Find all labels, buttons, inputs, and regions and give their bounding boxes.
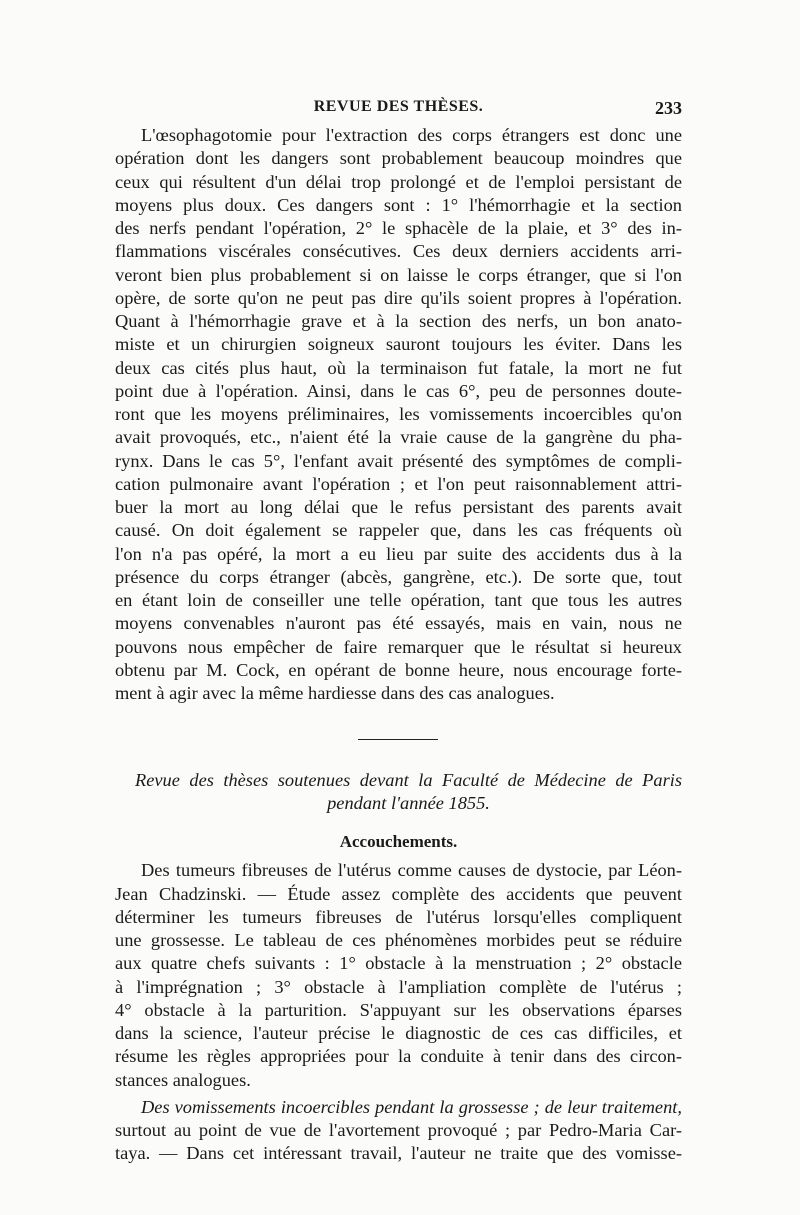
page-body xyxy=(115,124,682,1166)
page-number: 233 xyxy=(655,98,682,118)
text-line: Des tumeurs fibreuses de l'utérus comme causes de dystocie, par Léon- xyxy=(141,860,682,881)
text-line: ront que les moyens préliminaires, les vomissements incoercibles qu'on xyxy=(115,404,682,424)
text-line: deux cas cités plus haut, où la terminaison fut fatale, la mort ne fut xyxy=(115,357,682,378)
text-line: taya. — Dans cet intéressant travail, l'auteur ne traite que des vomisse- xyxy=(115,1143,682,1164)
text-line: stances analogues. xyxy=(115,1069,251,1090)
text-line: une grossesse. Le tableau de ces phénomènes morbides peut se réduire xyxy=(115,930,682,950)
horizontal-rule xyxy=(358,739,438,740)
text-line: aux quatre chefs suivants : 1° obstacle à la menstruation ; 2° obstacle xyxy=(115,953,682,974)
text-line: ceux qui résultent d'un délai trop prolongé et de l'emploi persistant de xyxy=(115,171,682,192)
section-title-line: Revue des thèses soutenues devant la Faculté de Médecine de Paris xyxy=(135,770,682,791)
text-line: résume les règles appropriées pour la conduite à tenir dans des circon- xyxy=(115,1046,682,1067)
section-divider xyxy=(115,705,682,765)
text-line: pouvons nous empêcher de faire remarquer que le résultat si heureux xyxy=(115,636,682,657)
text-line: avait provoqués, etc., n'aient été la vraie cause de la gangrène du pha- xyxy=(115,427,682,448)
paragraph-vomissements xyxy=(115,1096,682,1166)
section-title xyxy=(115,769,682,815)
text-line: point due à l'opération. Ainsi, dans le cas 6°, peu de personnes doute- xyxy=(115,380,682,401)
text-line: buer la mort au long délai que le refus persistant des parents avait xyxy=(115,497,682,517)
text-line: opération dont les dangers sont probablement beaucoup moindres que xyxy=(115,148,682,169)
section-title-line: pendant l'année 1855. xyxy=(327,793,490,814)
text-line: ment à agir avec la même hardiesse dans des cas analogues. xyxy=(115,683,555,703)
text-line: Quant à l'hémorrhagie grave et à la section des nerfs, un bon anato- xyxy=(115,311,682,331)
text-line: flammations viscérales consécutives. Ces deux derniers accidents arri- xyxy=(115,241,682,262)
text-line: cation pulmonaire avant l'opération ; et l'on peut raisonnablement attri- xyxy=(115,473,682,494)
text-line: obtenu par M. Cock, en opérant de bonne heure, nous encourage forte- xyxy=(115,659,682,680)
page-header xyxy=(115,98,682,124)
running-title: REVUE DES THÈSES. xyxy=(313,98,484,115)
text-line: en étant loin de conseiller une telle opération, tant que tous les autres xyxy=(115,590,682,610)
text-line: 4° obstacle à la parturition. S'appuyant sur les observations éparses xyxy=(115,999,682,1020)
text-line: surtout au point de vue de l'avortement provoqué ; par Pedro-Maria Car- xyxy=(115,1120,682,1140)
text-line: moyens convenables n'auront pas été essayés, mais en vain, nous ne xyxy=(115,613,682,634)
text-line: Jean Chadzinski. — Étude assez complète des accidents que peuvent xyxy=(115,883,682,904)
text-line: dans la science, l'auteur précise le diagnostic de ces cas difficiles, et xyxy=(115,1023,682,1043)
text-line: des nerfs pendant l'opération, 2° le sphacèle de la plaie, et 3° des in- xyxy=(115,218,682,238)
text-line: à l'imprégnation ; 3° obstacle à l'ampliation complète de l'utérus ; xyxy=(115,976,682,997)
text-line: causé. On doit également se rappeler que, dans les cas fréquents où xyxy=(115,520,682,541)
text-line: l'on n'a pas opéré, la mort a eu lieu par suite des accidents dus à la xyxy=(115,543,682,564)
text-line: moyens plus doux. Ces dangers sont : 1° l'hémorrhagie et la section xyxy=(115,194,682,215)
text-line: Des vomissements incoercibles pendant la grossesse ; de leur traitement, xyxy=(141,1096,682,1117)
paragraph-tumeurs-fibreuses xyxy=(115,859,682,1092)
paragraph-oesophagotomie xyxy=(115,124,682,705)
text-line: L'œsophagotomie pour l'extraction des corps étrangers est donc une xyxy=(141,125,682,145)
text-line: opère, de sorte qu'on ne peut pas dire qu'ils soient propres à l'opération. xyxy=(115,287,682,308)
subheading-accouchements: Accouchements. xyxy=(339,832,458,852)
text-line: miste et un chirurgien soigneux sauront toujours les éviter. Dans les xyxy=(115,334,682,355)
text-line: rynx. Dans le cas 5°, l'enfant avait présenté des symptômes de compli- xyxy=(115,450,682,471)
text-line: déterminer les tumeurs fibreuses de l'utérus lorsqu'elles compliquent xyxy=(115,906,682,927)
text-line: présence du corps étranger (abcès, gangrène, etc.). De sorte que, tout xyxy=(115,566,682,587)
text-line: veront bien plus probablement si on laisse le corps étranger, que si l'on xyxy=(115,264,682,285)
